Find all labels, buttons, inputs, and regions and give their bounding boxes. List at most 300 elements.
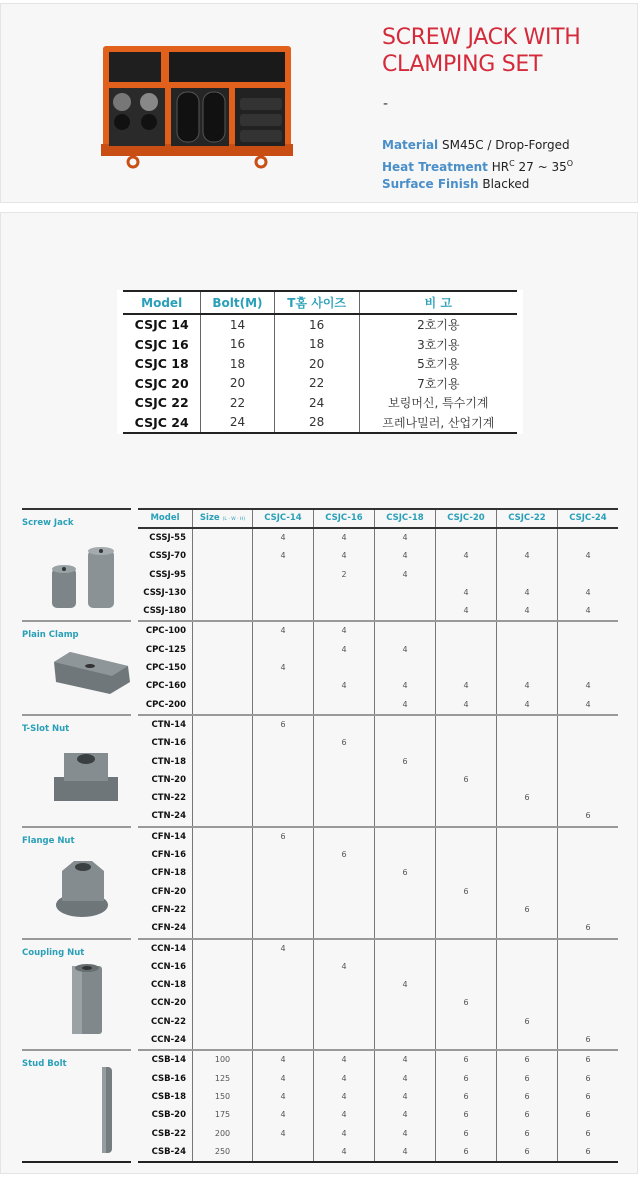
cell-quantity: [313, 828, 374, 846]
cell-quantity: 4: [496, 602, 557, 620]
cell-quantity: [252, 807, 313, 825]
cell-model: CFN-14: [151, 831, 186, 842]
cell-quantity: 6: [496, 1125, 557, 1143]
compat-table-header: [138, 510, 618, 529]
cell-quantity: [496, 807, 557, 825]
cell-quantity: [496, 1031, 557, 1049]
header-model: Model: [123, 291, 201, 314]
cell-quantity: 6: [496, 1051, 557, 1069]
cell-quantity: [496, 994, 557, 1012]
cell-quantity: 6: [496, 1088, 557, 1106]
cell-quantity: [557, 753, 618, 771]
header-size: [192, 510, 252, 527]
header-set-csjc-16: CSJC-16: [313, 510, 374, 527]
model-table-row: [123, 413, 517, 434]
cell-quantity: 4: [313, 622, 374, 640]
cell-quantity: [557, 940, 618, 958]
table-row: [138, 1013, 618, 1031]
cell-quantity: [252, 771, 313, 789]
t-slot-nut-photo: [46, 741, 126, 811]
cell-size: [192, 547, 252, 565]
table-row: [138, 846, 618, 864]
cell-quantity: [496, 753, 557, 771]
cell-quantity: 6: [557, 1031, 618, 1049]
cell-remarks: 5호기용: [359, 354, 517, 374]
cell-quantity: [557, 529, 618, 547]
cell-quantity: 4: [496, 547, 557, 565]
cell-quantity: 6: [496, 1106, 557, 1124]
cell-quantity: 6: [435, 1051, 496, 1069]
product-group-info: [22, 1049, 131, 1163]
cell-quantity: [374, 771, 435, 789]
cell-quantity: 4: [374, 696, 435, 714]
cell-quantity: 4: [313, 641, 374, 659]
cell-remarks: 3호기용: [359, 335, 517, 355]
cell-size: 100: [192, 1051, 252, 1069]
cell-quantity: 4: [374, 1125, 435, 1143]
cell-model: CTN-20: [151, 774, 186, 785]
table-row: [138, 1031, 618, 1049]
cell-quantity: [252, 602, 313, 620]
cell-quantity: [374, 828, 435, 846]
cell-quantity: 6: [435, 771, 496, 789]
cell-bolt: 20: [201, 374, 274, 394]
cell-quantity: 6: [496, 1143, 557, 1161]
cell-size: [192, 696, 252, 714]
cell-quantity: [374, 919, 435, 937]
cell-quantity: 4: [374, 529, 435, 547]
cell-size: [192, 677, 252, 695]
cell-model: CSJC 14: [134, 317, 189, 333]
cell-quantity: 4: [435, 547, 496, 565]
cell-quantity: 4: [252, 1125, 313, 1143]
cell-model: CFN-16: [151, 850, 186, 861]
product-group-rows: [138, 714, 618, 826]
table-row: [138, 976, 618, 994]
cell-quantity: 4: [374, 566, 435, 584]
table-row: [138, 602, 618, 620]
compatibility-table: [22, 508, 618, 1163]
cell-quantity: 6: [557, 1143, 618, 1161]
cell-quantity: 6: [496, 1070, 557, 1088]
cell-quantity: [557, 846, 618, 864]
cell-quantity: 4: [496, 696, 557, 714]
cell-quantity: [496, 976, 557, 994]
cell-quantity: [435, 940, 496, 958]
cell-quantity: 4: [252, 1088, 313, 1106]
cell-quantity: [435, 641, 496, 659]
table-row: [138, 622, 618, 640]
table-row: [138, 1070, 618, 1088]
cell-quantity: [374, 846, 435, 864]
cell-quantity: 6: [557, 807, 618, 825]
table-row: [138, 807, 618, 825]
cell-quantity: [313, 696, 374, 714]
cell-quantity: [374, 958, 435, 976]
header-set-csjc-18: CSJC-18: [374, 510, 435, 527]
cell-quantity: [435, 529, 496, 547]
cell-quantity: [252, 846, 313, 864]
product-group: [22, 826, 618, 938]
cell-quantity: [374, 994, 435, 1012]
cell-quantity: 4: [374, 547, 435, 565]
cell-size: [192, 716, 252, 734]
table-row: [138, 901, 618, 919]
cell-quantity: [313, 864, 374, 882]
cell-quantity: [496, 716, 557, 734]
cell-quantity: [252, 919, 313, 937]
table-row: [138, 566, 618, 584]
cell-quantity: [252, 641, 313, 659]
table-row: [138, 1125, 618, 1143]
product-group-info: [22, 938, 131, 1050]
cell-quantity: 6: [313, 846, 374, 864]
cell-quantity: [374, 602, 435, 620]
cell-quantity: 6: [252, 716, 313, 734]
cell-model: CTN-14: [151, 719, 186, 730]
cell-quantity: [496, 940, 557, 958]
screw-jack-photo: [48, 540, 123, 615]
cell-quantity: 6: [374, 753, 435, 771]
cell-quantity: 4: [252, 547, 313, 565]
cell-quantity: 4: [435, 696, 496, 714]
cell-model: CFN-18: [151, 868, 186, 879]
cell-quantity: [313, 807, 374, 825]
cell-quantity: [496, 566, 557, 584]
cell-model: CTN-16: [151, 738, 186, 749]
cell-quantity: [374, 659, 435, 677]
cell-size: [192, 919, 252, 937]
cell-size: [192, 789, 252, 807]
cell-quantity: 4: [313, 958, 374, 976]
cell-quantity: [557, 641, 618, 659]
cell-quantity: 4: [557, 696, 618, 714]
cell-quantity: [557, 566, 618, 584]
cell-quantity: [252, 1143, 313, 1161]
cell-quantity: [313, 994, 374, 1012]
product-group-label: Plain Clamp: [22, 630, 79, 641]
cell-model: CPC-125: [145, 644, 186, 655]
cell-quantity: 4: [313, 1088, 374, 1106]
cell-t-slot: 22: [274, 374, 359, 394]
cell-size: [192, 901, 252, 919]
cell-quantity: [435, 659, 496, 677]
cell-model: CSJC 16: [134, 336, 189, 352]
table-row: [138, 1106, 618, 1124]
cell-size: [192, 771, 252, 789]
cell-model: CCN-18: [151, 980, 186, 991]
cell-model: CSSJ-70: [149, 551, 186, 562]
cell-quantity: [435, 1031, 496, 1049]
cell-size: [192, 584, 252, 602]
cell-model: CFN-20: [151, 886, 186, 897]
cell-quantity: [435, 1013, 496, 1031]
cell-quantity: 6: [252, 828, 313, 846]
cell-quantity: 4: [313, 1143, 374, 1161]
header-set-csjc-24: CSJC-24: [557, 510, 618, 527]
cell-quantity: [252, 864, 313, 882]
spec-list: [382, 137, 573, 194]
cell-quantity: 6: [557, 1088, 618, 1106]
cell-quantity: [252, 734, 313, 752]
cell-quantity: [313, 771, 374, 789]
cell-quantity: 4: [313, 1125, 374, 1143]
cell-quantity: [435, 958, 496, 976]
cell-quantity: [374, 883, 435, 901]
model-table-row: [123, 374, 517, 394]
product-group-rows: [138, 1049, 618, 1163]
cell-model: CSB-16: [151, 1073, 186, 1084]
cell-quantity: 4: [252, 1070, 313, 1088]
cell-model: CPC-200: [145, 699, 186, 710]
cell-quantity: [374, 716, 435, 734]
cell-quantity: 6: [435, 1106, 496, 1124]
cell-quantity: 6: [557, 1106, 618, 1124]
cell-size: [192, 994, 252, 1012]
cell-model: CSB-20: [151, 1110, 186, 1121]
header-bolt: Bolt(M): [201, 291, 274, 314]
cell-size: 250: [192, 1143, 252, 1161]
product-group-rows: [138, 508, 618, 620]
cell-model: CPC-160: [145, 681, 186, 692]
product-group-label: Coupling Nut: [22, 947, 85, 958]
cell-quantity: [435, 716, 496, 734]
cell-quantity: [435, 901, 496, 919]
cell-size: [192, 883, 252, 901]
title-line-2: CLAMPING SET: [382, 52, 543, 77]
spec-label: Heat Treatment: [382, 159, 488, 174]
spec-value: Blacked: [482, 177, 530, 191]
table-row: [138, 1088, 618, 1106]
cell-t-slot: 28: [274, 413, 359, 434]
cell-size: [192, 753, 252, 771]
cell-quantity: 4: [252, 940, 313, 958]
cell-quantity: 6: [435, 1143, 496, 1161]
cell-quantity: 4: [313, 547, 374, 565]
cell-quantity: [313, 1031, 374, 1049]
header-model: Model: [150, 513, 180, 523]
cell-size: [192, 940, 252, 958]
cell-quantity: [496, 771, 557, 789]
table-row: [138, 883, 618, 901]
cell-quantity: [496, 659, 557, 677]
cell-size: [192, 529, 252, 547]
table-row: [138, 1051, 618, 1069]
cell-quantity: [557, 994, 618, 1012]
table-row: [138, 789, 618, 807]
cell-size: [192, 659, 252, 677]
product-photo: [97, 32, 297, 172]
cell-bolt: 18: [201, 354, 274, 374]
cell-quantity: 2: [313, 566, 374, 584]
table-row: [138, 677, 618, 695]
cell-model: CTN-18: [151, 756, 186, 767]
cell-quantity: [496, 641, 557, 659]
cell-quantity: [252, 696, 313, 714]
spec-label: Material: [382, 138, 439, 152]
cell-quantity: 4: [252, 529, 313, 547]
cell-quantity: 4: [252, 622, 313, 640]
cell-size: [192, 864, 252, 882]
cell-quantity: [252, 753, 313, 771]
cell-model: CSJC 18: [134, 356, 189, 372]
header-set-csjc-22: CSJC-22: [496, 510, 557, 527]
cell-t-slot: 20: [274, 354, 359, 374]
model-table-container: [117, 290, 523, 434]
cell-quantity: [496, 846, 557, 864]
cell-size: 200: [192, 1125, 252, 1143]
stud-bolt-photo: [92, 1063, 122, 1158]
cell-quantity: [557, 901, 618, 919]
table-row: [138, 641, 618, 659]
cell-size: 175: [192, 1106, 252, 1124]
table-row: [138, 734, 618, 752]
cell-quantity: 4: [313, 529, 374, 547]
cell-size: [192, 566, 252, 584]
table-row: [138, 958, 618, 976]
cell-quantity: 4: [252, 659, 313, 677]
cell-quantity: 4: [557, 677, 618, 695]
spec-material: [382, 137, 573, 155]
header-set-csjc-20: CSJC-20: [435, 510, 496, 527]
cell-model: CSJC 20: [134, 375, 189, 391]
table-row: [138, 659, 618, 677]
cell-quantity: [496, 734, 557, 752]
cell-size: [192, 976, 252, 994]
cell-quantity: 4: [435, 584, 496, 602]
cell-quantity: [557, 734, 618, 752]
cell-quantity: [313, 602, 374, 620]
cell-model: CSJC 24: [123, 413, 201, 434]
cell-size: [192, 1013, 252, 1031]
table-row: [138, 716, 618, 734]
flange-nut-photo: [50, 853, 120, 923]
table-row: [138, 753, 618, 771]
table-row: [138, 919, 618, 937]
product-group: [22, 508, 618, 620]
cell-bolt: 22: [201, 393, 274, 413]
cell-model: CSB-14: [151, 1055, 186, 1066]
cell-bolt: 14: [201, 314, 274, 335]
product-group-label: Stud Bolt: [22, 1059, 67, 1070]
page-title: [382, 24, 632, 78]
cell-quantity: [557, 828, 618, 846]
cell-quantity: [252, 976, 313, 994]
cell-quantity: [374, 584, 435, 602]
cell-quantity: [496, 828, 557, 846]
cell-quantity: 4: [374, 641, 435, 659]
product-group: [22, 620, 618, 713]
model-table-row: [123, 354, 517, 374]
cell-quantity: [557, 789, 618, 807]
cell-quantity: [252, 677, 313, 695]
header-set-csjc-14: CSJC-14: [252, 510, 313, 527]
header-size-label: Size: [199, 513, 220, 523]
table-row: [138, 584, 618, 602]
cell-quantity: [252, 584, 313, 602]
cell-quantity: [496, 883, 557, 901]
cell-quantity: [313, 919, 374, 937]
cell-quantity: [557, 659, 618, 677]
cell-model: CCN-14: [151, 943, 186, 954]
cell-quantity: [313, 716, 374, 734]
cell-quantity: [435, 919, 496, 937]
cell-quantity: 4: [313, 677, 374, 695]
product-group-rows: [138, 620, 618, 713]
cell-quantity: [313, 883, 374, 901]
cell-quantity: [252, 994, 313, 1012]
cell-quantity: [252, 958, 313, 976]
cell-quantity: 6: [435, 1070, 496, 1088]
table-row: [138, 696, 618, 714]
cell-quantity: 4: [374, 1070, 435, 1088]
product-summary-panel: [0, 3, 638, 203]
cell-quantity: [435, 976, 496, 994]
cell-remarks: 보링머신, 특수기계: [359, 393, 517, 413]
cell-model: CSB-24: [151, 1146, 186, 1157]
cell-model: CSSJ-180: [143, 606, 186, 617]
title-line-1: SCREW JACK WITH: [382, 25, 581, 50]
model-table: [123, 290, 517, 434]
product-group-label: Screw Jack: [22, 518, 74, 528]
cell-size: [192, 807, 252, 825]
cell-quantity: 4: [374, 976, 435, 994]
model-table-header: [123, 291, 517, 314]
coupling-nut-photo: [60, 960, 120, 1040]
cell-quantity: [374, 1013, 435, 1031]
cell-quantity: [557, 958, 618, 976]
cell-quantity: [313, 901, 374, 919]
cell-quantity: [435, 846, 496, 864]
cell-quantity: [374, 807, 435, 825]
cell-quantity: 4: [313, 1051, 374, 1069]
cell-quantity: [252, 883, 313, 901]
table-row: [138, 547, 618, 565]
cell-quantity: [252, 789, 313, 807]
cell-quantity: [435, 828, 496, 846]
cell-quantity: 4: [252, 1106, 313, 1124]
product-group-info: [22, 620, 131, 713]
model-table-row: [123, 335, 517, 355]
cell-model: CSSJ-55: [149, 533, 186, 543]
cell-quantity: 4: [557, 547, 618, 565]
table-row: [138, 940, 618, 958]
product-group-label: Flange Nut: [22, 835, 75, 846]
cell-remarks: 7호기용: [359, 374, 517, 394]
cell-quantity: 4: [496, 584, 557, 602]
cell-quantity: [496, 919, 557, 937]
cell-model: CSB-22: [151, 1128, 186, 1139]
cell-quantity: 4: [374, 1088, 435, 1106]
cell-model: CPC-100: [145, 626, 186, 637]
cell-quantity: [435, 622, 496, 640]
cell-quantity: 4: [374, 1143, 435, 1161]
cell-quantity: 4: [313, 1070, 374, 1088]
cell-model: CFN-24: [151, 923, 186, 934]
table-row: [138, 864, 618, 882]
cell-model: CTN-22: [151, 793, 186, 804]
cell-model: CSB-18: [151, 1091, 186, 1102]
header-t-slot-size: T홈 사이즈: [274, 291, 359, 314]
spec-heat-treatment: [382, 155, 573, 177]
product-group: [22, 938, 618, 1050]
cell-model: CSSJ-130: [143, 587, 186, 598]
product-group-rows: [138, 938, 618, 1050]
cell-quantity: [557, 864, 618, 882]
cell-quantity: [313, 659, 374, 677]
cell-quantity: [435, 753, 496, 771]
cell-quantity: 4: [374, 1106, 435, 1124]
